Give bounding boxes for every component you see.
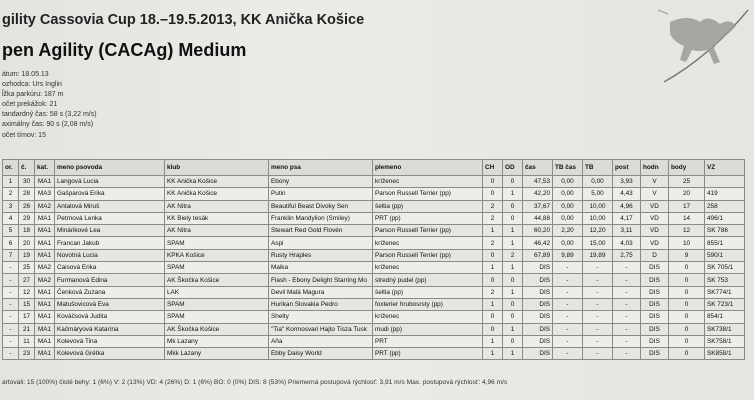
table-cell: KK Biely tesák	[165, 212, 269, 224]
table-cell: MA2	[35, 274, 55, 286]
table-cell: DIS	[641, 262, 669, 274]
table-cell: VD	[641, 225, 669, 237]
table-cell: DIS	[523, 323, 553, 335]
table-cell: VD	[641, 200, 669, 212]
table-cell: SK 753	[705, 274, 745, 286]
table-cell: AK Škočka Košice	[165, 274, 269, 286]
table-cell: 20	[19, 237, 35, 249]
table-cell: 11	[19, 335, 35, 347]
info-date: átum: 18.05.13	[2, 71, 49, 78]
table-cell: Putin	[269, 188, 373, 200]
table-cell: 1	[503, 262, 523, 274]
results-table	[2, 159, 745, 360]
table-cell: Minárikové Lea	[55, 225, 165, 237]
table-cell: DIS	[641, 286, 669, 298]
table-cell: 1	[3, 176, 19, 188]
table-cell: 19	[19, 249, 35, 261]
table-cell: 419	[705, 188, 745, 200]
table-cell: 1	[483, 298, 503, 310]
table-cell: Antalová Miruš	[55, 200, 165, 212]
table-cell: 17	[669, 200, 705, 212]
table-cell: SPAM	[165, 262, 269, 274]
info-obstacles: očet prekážok: 21	[2, 101, 58, 109]
table-cell: -	[583, 311, 613, 323]
table-cell: -	[613, 323, 641, 335]
event-info	[2, 70, 97, 141]
table-cell: SK774/1	[705, 286, 745, 298]
table-cell: 0	[503, 212, 523, 224]
table-cell: 44,88	[523, 212, 553, 224]
table-cell: "Tia" Kormosvari Hajto Tisza Tusk	[269, 323, 373, 335]
column-header: hodn	[641, 160, 669, 176]
table-cell: DIS	[523, 298, 553, 310]
table-cell: Beautiful Beast Divoky Sen	[269, 200, 373, 212]
table-cell: PRT (pp)	[373, 348, 483, 360]
info-judge: ozhodca: Urs Inglin	[2, 81, 62, 89]
table-cell: -	[583, 262, 613, 274]
column-header: č.	[19, 160, 35, 176]
table-cell: 2,20	[553, 225, 583, 237]
table-cell: Maika	[269, 262, 373, 274]
table-cell: Petrnová Lenka	[55, 212, 165, 224]
table-cell: SK 705/1	[705, 262, 745, 274]
table-cell: 1	[503, 237, 523, 249]
table-cell: MA1	[35, 311, 55, 323]
table-cell: MA3	[35, 188, 55, 200]
table-cell: -	[613, 274, 641, 286]
table-cell: 3,93	[613, 176, 641, 188]
table-cell: 1	[503, 286, 523, 298]
table-cell: 0	[503, 274, 523, 286]
table-cell: 21	[19, 323, 35, 335]
table-cell: V	[641, 176, 669, 188]
table-cell: 6	[3, 237, 19, 249]
table-cell: 25	[19, 262, 35, 274]
table-cell: 0	[669, 298, 705, 310]
table-cell: 10	[669, 237, 705, 249]
table-cell: 2	[503, 249, 523, 261]
event-title: gility Cassovia Cup 18.–19.5.2013, KK Anička Košice	[2, 12, 365, 28]
table-cell: MA1	[35, 249, 55, 261]
table-cell: -	[583, 298, 613, 310]
column-header: TB čas	[553, 160, 583, 176]
dog-agility-logo-icon	[650, 4, 754, 86]
table-cell: DIS	[641, 298, 669, 310]
table-cell: -	[613, 286, 641, 298]
table-cell: 0	[483, 249, 503, 261]
table-cell: Čenková Zuzana	[55, 286, 165, 298]
table-row	[3, 311, 745, 323]
table-cell: kríženec	[373, 237, 483, 249]
table-cell: SK 723/1	[705, 298, 745, 310]
table-cell: 12,20	[583, 225, 613, 237]
table-cell: MA2	[35, 200, 55, 212]
column-header: body	[669, 160, 705, 176]
table-cell: 2	[3, 188, 19, 200]
table-cell: Parson Russell Terrier (pp)	[373, 249, 483, 261]
table-cell: -	[3, 335, 19, 347]
table-cell: -	[583, 274, 613, 286]
table-row	[3, 262, 745, 274]
table-row	[3, 200, 745, 212]
table-cell: šeltia (pp)	[373, 200, 483, 212]
table-cell: MA1	[35, 348, 55, 360]
table-cell: SK 786	[705, 225, 745, 237]
table-cell: -	[583, 335, 613, 347]
table-cell: 590/1	[705, 249, 745, 261]
table-cell: -	[553, 286, 583, 298]
table-cell: LAK	[165, 286, 269, 298]
table-cell: Francan Jakub	[55, 237, 165, 249]
table-cell: -	[613, 348, 641, 360]
table-cell: 26	[19, 200, 35, 212]
table-cell: AK Nitra	[165, 200, 269, 212]
table-cell: MA1	[35, 176, 55, 188]
table-cell: DIS	[523, 274, 553, 286]
table-cell: 19,89	[583, 249, 613, 261]
table-cell: AK Nitra	[165, 225, 269, 237]
table-cell: 496/1	[705, 212, 745, 224]
table-cell: KK Anička Košice	[165, 176, 269, 188]
column-header: CH	[483, 160, 503, 176]
table-row	[3, 323, 745, 335]
table-cell: 0	[483, 176, 503, 188]
table-cell: -	[3, 323, 19, 335]
table-cell: 25	[669, 176, 705, 188]
table-cell: stredný pudel (pp)	[373, 274, 483, 286]
table-cell: 30	[19, 176, 35, 188]
table-cell: 1	[503, 225, 523, 237]
table-cell: D	[641, 249, 669, 261]
table-cell: 0	[669, 311, 705, 323]
footer-summary: artovali: 15 (100%) čisté behy: 1 (6%) V: 2 (13%) VD: 4 (26%) D: 1 (6%) BO: 0 (0%) DIS: 8 (53%) Priemerná postupová rýchlosť: 3,91 m/s Max. postupová rýchlosť: 4,96 m/s	[2, 379, 508, 386]
table-cell: 9,89	[553, 249, 583, 261]
table-cell: -	[583, 323, 613, 335]
table-cell: -	[3, 348, 19, 360]
table-cell: 0,00	[583, 176, 613, 188]
table-cell: -	[583, 348, 613, 360]
table-cell: 2	[483, 286, 503, 298]
table-cell: 60,20	[523, 225, 553, 237]
table-cell: 3,11	[613, 225, 641, 237]
table-cell: 0	[669, 348, 705, 360]
table-row	[3, 249, 745, 261]
table-cell: 0	[503, 176, 523, 188]
table-cell: -	[553, 335, 583, 347]
table-cell: Langová Lucia	[55, 176, 165, 188]
table-cell: Caisová Erika	[55, 262, 165, 274]
table-cell: 0	[669, 262, 705, 274]
table-cell: VD	[641, 212, 669, 224]
table-cell: DIS	[523, 348, 553, 360]
table-cell: SPAM	[165, 311, 269, 323]
table-cell: -	[553, 262, 583, 274]
table-cell: 5,00	[583, 188, 613, 200]
table-cell: KPKA Košice	[165, 249, 269, 261]
table-cell: Ebony	[269, 176, 373, 188]
table-cell: 0	[669, 286, 705, 298]
table-cell: SK738/1	[705, 323, 745, 335]
column-header: TB	[583, 160, 613, 176]
table-cell: 2	[483, 237, 503, 249]
table-cell: Novotná Lucia	[55, 249, 165, 261]
table-cell: SPAM	[165, 298, 269, 310]
table-cell: Shelty	[269, 311, 373, 323]
table-cell: 4,17	[613, 212, 641, 224]
column-header: or.	[3, 160, 19, 176]
table-cell: 0	[669, 335, 705, 347]
table-cell: Rusty Hraples	[269, 249, 373, 261]
table-cell: Flash - Ebony Delight Starring Mo	[269, 274, 373, 286]
table-cell: 28	[19, 188, 35, 200]
table-cell: Ebby Daisy World	[269, 348, 373, 360]
table-cell: -	[3, 262, 19, 274]
table-cell: 4,03	[613, 237, 641, 249]
table-cell: 12	[19, 286, 35, 298]
table-cell: MA1	[35, 237, 55, 249]
table-cell: Parson Russell Terrier (pp)	[373, 188, 483, 200]
table-cell: KK Anička Košice	[165, 188, 269, 200]
table-cell: Matušovicová Eva	[55, 298, 165, 310]
table-cell: 67,89	[523, 249, 553, 261]
table-cell: 23	[19, 348, 35, 360]
table-cell: Kolevová Grétka	[55, 348, 165, 360]
table-cell: DIS	[641, 335, 669, 347]
info-standard-time: tandardný čas: 58 s (3,22 m/s)	[2, 111, 97, 119]
table-cell: 4,43	[613, 188, 641, 200]
table-cell: Gašparová Erika	[55, 188, 165, 200]
table-cell: 854/1	[705, 311, 745, 323]
table-cell: 258	[705, 200, 745, 212]
table-header-row	[3, 160, 745, 176]
table-cell: -	[3, 311, 19, 323]
table-cell: -	[553, 298, 583, 310]
table-cell: 1	[483, 262, 503, 274]
table-row	[3, 225, 745, 237]
table-cell: DIS	[523, 335, 553, 347]
table-cell: AK Škočka Košice	[165, 323, 269, 335]
table-cell: MA2	[35, 262, 55, 274]
table-cell: 12	[669, 225, 705, 237]
table-cell: SK858/1	[705, 348, 745, 360]
table-cell: -	[613, 311, 641, 323]
table-cell: -	[553, 311, 583, 323]
column-header: meno psa	[269, 160, 373, 176]
table-cell: 5	[3, 225, 19, 237]
table-cell: Franklin Mandylion (Smiley)	[269, 212, 373, 224]
table-cell: -	[3, 298, 19, 310]
table-cell: -	[583, 286, 613, 298]
table-cell: Hurikan Slovakia Pedro	[269, 298, 373, 310]
table-row	[3, 335, 745, 347]
table-cell: kríženec	[373, 262, 483, 274]
table-cell: 0	[503, 311, 523, 323]
table-cell: 42,20	[523, 188, 553, 200]
info-course-length: ĺžka parkúru: 187 m	[2, 91, 64, 99]
table-cell: 0	[483, 274, 503, 286]
table-cell: -	[613, 262, 641, 274]
table-cell: DIS	[641, 311, 669, 323]
table-row	[3, 176, 745, 188]
table-cell: 4	[3, 212, 19, 224]
table-cell: 0,00	[553, 176, 583, 188]
table-cell: 14	[669, 212, 705, 224]
table-cell: 0,00	[553, 212, 583, 224]
table-cell: 0,00	[553, 237, 583, 249]
table-cell: 1	[503, 348, 523, 360]
table-cell: 18	[19, 225, 35, 237]
table-cell: mudi (pp)	[373, 323, 483, 335]
table-cell: 0	[669, 323, 705, 335]
table-cell: 29	[19, 212, 35, 224]
table-row	[3, 286, 745, 298]
table-cell: 0	[503, 298, 523, 310]
table-cell: Kováčsová Judita	[55, 311, 165, 323]
table-cell: MA1	[35, 335, 55, 347]
table-cell: -	[553, 348, 583, 360]
table-row	[3, 188, 745, 200]
table-cell: 0	[503, 200, 523, 212]
table-cell: -	[613, 335, 641, 347]
table-cell: SPAM	[165, 237, 269, 249]
table-cell: 0,00	[553, 200, 583, 212]
column-header: post	[613, 160, 641, 176]
table-cell: DIS	[641, 323, 669, 335]
table-cell: MA1	[35, 212, 55, 224]
table-cell: PRT (pp)	[373, 212, 483, 224]
table-cell: kríženec	[373, 311, 483, 323]
table-cell: DIS	[641, 274, 669, 286]
table-cell: Stewart Red Gold Flovén	[269, 225, 373, 237]
table-row	[3, 212, 745, 224]
table-cell: 1	[503, 323, 523, 335]
table-cell: 1	[483, 348, 503, 360]
table-cell: -	[3, 274, 19, 286]
table-row	[3, 298, 745, 310]
table-cell	[705, 176, 745, 188]
table-cell: 37,67	[523, 200, 553, 212]
table-cell: 0	[669, 274, 705, 286]
table-cell: 9	[669, 249, 705, 261]
column-header: klub	[165, 160, 269, 176]
table-cell: 2,75	[613, 249, 641, 261]
table-cell: 0,00	[553, 188, 583, 200]
table-cell: 17	[19, 311, 35, 323]
table-cell: kríženec	[373, 176, 483, 188]
table-cell: VD	[641, 237, 669, 249]
table-cell: 0	[503, 335, 523, 347]
table-cell: DIS	[523, 262, 553, 274]
table-cell: Parson Russell Terrier (pp)	[373, 225, 483, 237]
table-cell: MA1	[35, 298, 55, 310]
table-cell: MA1	[35, 225, 55, 237]
table-cell: 47,53	[523, 176, 553, 188]
table-cell: 1	[483, 335, 503, 347]
column-header: VZ	[705, 160, 745, 176]
table-cell: 10,00	[583, 200, 613, 212]
table-cell: 3	[3, 200, 19, 212]
table-cell: 855/1	[705, 237, 745, 249]
table-cell: DIS	[523, 286, 553, 298]
column-header: plemeno	[373, 160, 483, 176]
table-cell: MA1	[35, 286, 55, 298]
table-cell: 1	[483, 225, 503, 237]
table-cell: Kolevová Tina	[55, 335, 165, 347]
table-cell: V	[641, 188, 669, 200]
table-cell: Aspi	[269, 237, 373, 249]
table-cell: 27	[19, 274, 35, 286]
table-cell: -	[613, 298, 641, 310]
table-cell: 15,00	[583, 237, 613, 249]
table-cell: Furmanová Edina	[55, 274, 165, 286]
table-cell: foxterier hrubosrsty (pp)	[373, 298, 483, 310]
table-cell: 20	[669, 188, 705, 200]
table-cell: DIS	[523, 311, 553, 323]
table-cell: -	[3, 286, 19, 298]
table-row	[3, 348, 745, 360]
table-cell: SK758/1	[705, 335, 745, 347]
table-cell: šeltia (pp)	[373, 286, 483, 298]
table-row	[3, 237, 745, 249]
table-cell: -	[553, 274, 583, 286]
table-cell: 0	[483, 188, 503, 200]
table-row	[3, 274, 745, 286]
table-cell: 2	[483, 212, 503, 224]
table-cell: Mkk Lazany	[165, 348, 269, 360]
table-cell: 2	[483, 200, 503, 212]
table-cell: -	[553, 323, 583, 335]
table-cell: 46,42	[523, 237, 553, 249]
table-cell: MA1	[35, 323, 55, 335]
table-cell: Devil Malá Magura	[269, 286, 373, 298]
table-cell: DIS	[641, 348, 669, 360]
column-header: meno psovoda	[55, 160, 165, 176]
table-cell: 1	[503, 188, 523, 200]
table-cell: 7	[3, 249, 19, 261]
table-cell: 15	[19, 298, 35, 310]
table-cell: 0	[483, 311, 503, 323]
table-cell: 4,96	[613, 200, 641, 212]
info-max-time: aximálny čas: 90 s (2,08 m/s)	[2, 121, 94, 129]
column-header: čas	[523, 160, 553, 176]
column-header: OD	[503, 160, 523, 176]
table-cell: PRT	[373, 335, 483, 347]
table-cell: Kačmáryová Katarína	[55, 323, 165, 335]
table-cell: 0	[483, 323, 503, 335]
table-cell: 10,00	[583, 212, 613, 224]
column-header: kat.	[35, 160, 55, 176]
table-cell: Aňa	[269, 335, 373, 347]
info-teams: očet tímov: 15	[2, 131, 46, 139]
page-title: pen Agility (CACAg) Medium	[2, 40, 247, 60]
table-cell: Mk Lazany	[165, 335, 269, 347]
